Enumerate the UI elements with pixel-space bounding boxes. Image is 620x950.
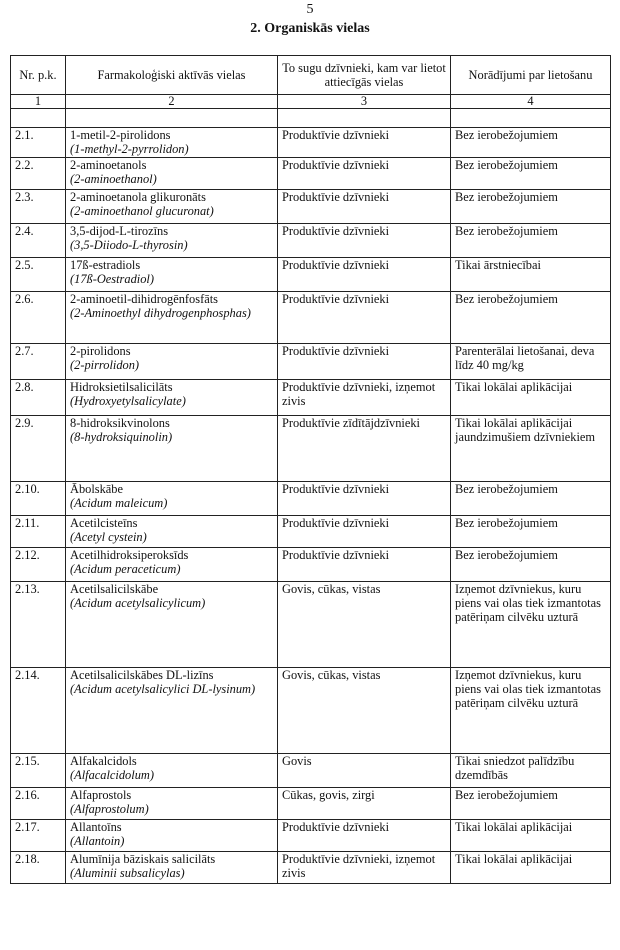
substances-table bbox=[10, 55, 611, 884]
substance-latin-name: (17ß-Oestradiol) bbox=[70, 272, 154, 286]
substance-latin-name: (2-Aminoethyl dihydrogenphosphas) bbox=[70, 306, 251, 320]
substance-name: 3,5-dijod-L-tirozīns bbox=[70, 224, 169, 238]
table-row bbox=[11, 344, 611, 380]
substance-cell bbox=[66, 344, 278, 380]
substance-cell bbox=[66, 820, 278, 852]
notes-cell: Bez ierobežojumiem bbox=[451, 516, 611, 548]
row-number: 2.3. bbox=[11, 190, 66, 224]
notes-cell: Tikai ārstniecībai bbox=[451, 258, 611, 292]
species-cell: Produktīvie dzīvnieki bbox=[278, 820, 451, 852]
substance-name: Acetilcisteīns bbox=[70, 516, 138, 530]
substance-name: Alumīnija bāziskais salicilāts bbox=[70, 852, 216, 866]
notes-cell: Izņemot dzīvniekus, kuru piens vai olas tiek izmantotas patēriņam cilvēku uzturā bbox=[451, 582, 611, 668]
row-number: 2.4. bbox=[11, 224, 66, 258]
substance-name: 2-aminoetanols bbox=[70, 158, 147, 172]
row-number: 2.16. bbox=[11, 788, 66, 820]
table-row bbox=[11, 754, 611, 788]
substance-cell bbox=[66, 128, 278, 158]
row-number: 2.1. bbox=[11, 128, 66, 158]
species-cell: Cūkas, govis, zirgi bbox=[278, 788, 451, 820]
page-number: 5 bbox=[306, 2, 314, 17]
row-number: 2.10. bbox=[11, 482, 66, 516]
substance-latin-name: (Allantoin) bbox=[70, 834, 125, 848]
header-species: To sugu dzīvnieki, kam var lietot attiecīgās vielas bbox=[278, 56, 451, 95]
notes-cell: Bez ierobežojumiem bbox=[451, 190, 611, 224]
substance-latin-name: (Alfaprostolum) bbox=[70, 802, 149, 816]
column-number: 2 bbox=[66, 95, 278, 109]
notes-cell: Tikai lokālai aplikācijai bbox=[451, 820, 611, 852]
substance-cell bbox=[66, 224, 278, 258]
row-number: 2.18. bbox=[11, 852, 66, 884]
notes-cell: Bez ierobežojumiem bbox=[451, 224, 611, 258]
substance-cell bbox=[66, 158, 278, 190]
substance-name: Alfaprostols bbox=[70, 788, 132, 802]
table-row bbox=[11, 292, 611, 344]
species-cell: Produktīvie dzīvnieki bbox=[278, 292, 451, 344]
species-cell: Govis, cūkas, vistas bbox=[278, 582, 451, 668]
table-row bbox=[11, 668, 611, 754]
substance-cell bbox=[66, 482, 278, 516]
table-row bbox=[11, 852, 611, 884]
substance-cell bbox=[66, 852, 278, 884]
column-number-row bbox=[11, 95, 611, 109]
species-cell: Produktīvie dzīvnieki bbox=[278, 482, 451, 516]
species-cell: Produktīvie dzīvnieki bbox=[278, 190, 451, 224]
row-number: 2.15. bbox=[11, 754, 66, 788]
substance-name: Allantoīns bbox=[70, 820, 122, 834]
substance-name: Acetilhidroksiperoksīds bbox=[70, 548, 189, 562]
table-row bbox=[11, 258, 611, 292]
row-number: 2.6. bbox=[11, 292, 66, 344]
substance-cell bbox=[66, 668, 278, 754]
species-cell: Produktīvie dzīvnieki bbox=[278, 158, 451, 190]
notes-cell: Tikai sniedzot palīdzību dzemdībās bbox=[451, 754, 611, 788]
species-cell: Govis, cūkas, vistas bbox=[278, 668, 451, 754]
species-cell: Produktīvie dzīvnieki bbox=[278, 516, 451, 548]
table-row bbox=[11, 516, 611, 548]
substance-latin-name: (Acidum maleicum) bbox=[70, 496, 168, 510]
notes-cell: Bez ierobežojumiem bbox=[451, 548, 611, 582]
substance-cell bbox=[66, 582, 278, 668]
row-number: 2.17. bbox=[11, 820, 66, 852]
substance-name: Acetilsalicilskābes DL-lizīns bbox=[70, 668, 214, 682]
substance-cell bbox=[66, 548, 278, 582]
notes-cell: Tikai lokālai aplikācijai jaundzimušiem dzīvniekiem bbox=[451, 416, 611, 482]
row-number: 2.9. bbox=[11, 416, 66, 482]
substance-name: 2-aminoetil-dihidrogēnfosfāts bbox=[70, 292, 218, 306]
row-number: 2.12. bbox=[11, 548, 66, 582]
substance-latin-name: (3,5-Diiodo-L-thyrosin) bbox=[70, 238, 188, 252]
substance-latin-name: (8-hydroksiquinolin) bbox=[70, 430, 173, 444]
species-cell: Produktīvie zīdītājdzīvnieki bbox=[278, 416, 451, 482]
section-title: 2. Organiskās vielas bbox=[250, 21, 370, 36]
species-cell: Produktīvie dzīvnieki, izņemot zivis bbox=[278, 852, 451, 884]
header-nr: Nr. p.k. bbox=[11, 56, 66, 95]
substance-name: Ābolskābe bbox=[70, 482, 123, 496]
species-cell: Produktīvie dzīvnieki bbox=[278, 548, 451, 582]
table-row bbox=[11, 548, 611, 582]
substance-cell bbox=[66, 190, 278, 224]
row-number: 2.2. bbox=[11, 158, 66, 190]
column-number: 1 bbox=[11, 95, 66, 109]
table-row bbox=[11, 416, 611, 482]
species-cell: Produktīvie dzīvnieki, izņemot zivis bbox=[278, 380, 451, 416]
table-row bbox=[11, 380, 611, 416]
substance-latin-name: (1-methyl-2-pyrrolidon) bbox=[70, 142, 189, 156]
species-cell: Produktīvie dzīvnieki bbox=[278, 344, 451, 380]
substance-latin-name: (Acetyl cystein) bbox=[70, 530, 147, 544]
substance-latin-name: (Acidum acetylsalicylicum) bbox=[70, 596, 206, 610]
table-row bbox=[11, 820, 611, 852]
row-number: 2.5. bbox=[11, 258, 66, 292]
substance-name: 2-aminoetanola glikuronāts bbox=[70, 190, 206, 204]
substance-cell bbox=[66, 292, 278, 344]
table-row bbox=[11, 158, 611, 190]
species-cell: Produktīvie dzīvnieki bbox=[278, 224, 451, 258]
table-row bbox=[11, 482, 611, 516]
substance-latin-name: (2-pirrolidon) bbox=[70, 358, 140, 372]
notes-cell: Bez ierobežojumiem bbox=[451, 788, 611, 820]
substance-name: Hidroksietilsalicilāts bbox=[70, 380, 173, 394]
table-row bbox=[11, 224, 611, 258]
substance-cell bbox=[66, 380, 278, 416]
row-number: 2.8. bbox=[11, 380, 66, 416]
notes-cell: Izņemot dzīvniekus, kuru piens vai olas tiek izmantotas patēriņam cilvēku uzturā bbox=[451, 668, 611, 754]
row-number: 2.7. bbox=[11, 344, 66, 380]
substance-name: 8-hidroksikvinolons bbox=[70, 416, 170, 430]
substance-latin-name: (Acidum acetylsalicylici DL-lysinum) bbox=[70, 682, 256, 696]
substance-latin-name: (2-aminoethanol glucuronat) bbox=[70, 204, 214, 218]
notes-cell: Bez ierobežojumiem bbox=[451, 482, 611, 516]
species-cell: Produktīvie dzīvnieki bbox=[278, 258, 451, 292]
notes-cell: Bez ierobežojumiem bbox=[451, 128, 611, 158]
row-number: 2.14. bbox=[11, 668, 66, 754]
substance-name: 2-pirolidons bbox=[70, 344, 131, 358]
header-notes: Norādījumi par lietošanu bbox=[451, 56, 611, 95]
substance-name: Alfakalcidols bbox=[70, 754, 137, 768]
substance-cell bbox=[66, 416, 278, 482]
substance-cell bbox=[66, 788, 278, 820]
header-row bbox=[11, 56, 611, 95]
substance-cell bbox=[66, 754, 278, 788]
table-row bbox=[11, 190, 611, 224]
substance-cell bbox=[66, 516, 278, 548]
notes-cell: Bez ierobežojumiem bbox=[451, 158, 611, 190]
table-row bbox=[11, 128, 611, 158]
header-substance: Farmakoloģiski aktīvās vielas bbox=[66, 56, 278, 95]
column-number: 3 bbox=[278, 95, 451, 109]
notes-cell: Tikai lokālai aplikācijai bbox=[451, 380, 611, 416]
substance-latin-name: (Alfacalcidolum) bbox=[70, 768, 154, 782]
spacer-row bbox=[11, 109, 611, 128]
substance-latin-name: (Aluminii subsalicylas) bbox=[70, 866, 185, 880]
species-cell: Govis bbox=[278, 754, 451, 788]
substance-name: 1-metil-2-pirolidons bbox=[70, 128, 171, 142]
substance-cell bbox=[66, 258, 278, 292]
species-cell: Produktīvie dzīvnieki bbox=[278, 128, 451, 158]
substance-latin-name: (Acidum peraceticum) bbox=[70, 562, 181, 576]
row-number: 2.11. bbox=[11, 516, 66, 548]
notes-cell: Bez ierobežojumiem bbox=[451, 292, 611, 344]
notes-cell: Tikai lokālai aplikācijai bbox=[451, 852, 611, 884]
substance-name: Acetilsalicilskābe bbox=[70, 582, 159, 596]
substance-latin-name: (2-aminoethanol) bbox=[70, 172, 157, 186]
table-row bbox=[11, 582, 611, 668]
row-number: 2.13. bbox=[11, 582, 66, 668]
column-number: 4 bbox=[451, 95, 611, 109]
notes-cell: Parenterālai lietošanai, deva līdz 40 mg/kg bbox=[451, 344, 611, 380]
substance-name: 17ß-estradiols bbox=[70, 258, 141, 272]
substance-latin-name: (Hydroxyetylsalicylate) bbox=[70, 394, 186, 408]
table-row bbox=[11, 788, 611, 820]
